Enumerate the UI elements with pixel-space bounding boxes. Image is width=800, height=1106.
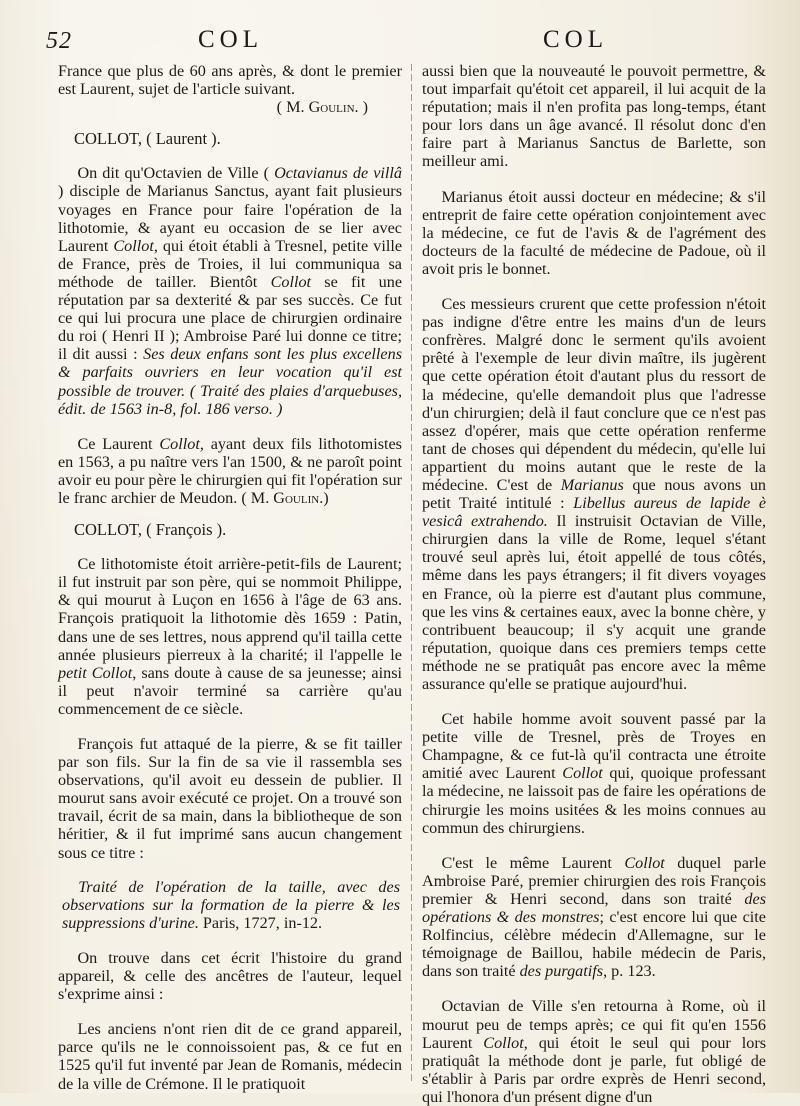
paragraph: Marianus étoit aussi docteur en médecine; & s'il entreprit de faire cette opération conjointement avec la médecine, ce fut de l'avis & de l'agrément des docteurs de la faculté de médecine de Padoue, où il avoit pris le bonnet. [422,187,766,278]
signature: ( M. Goulin. ) [276,98,368,117]
running-head-left: COL [198,26,263,53]
paragraph: Cet habile homme avoit souvent passé par la petite ville de Tresnel, près de Troyes en Champagne, & ce fut-là qu'il contracta une étroite amitié avec Laurent Collot qui, quoique professant la médecine, ne laissoit pas de faire les opérations de chirurgie les moins usitées & les moins connues au commun des chirurgiens. [422,710,766,837]
right-column [422,62,767,1106]
paragraph: Les anciens n'ont rien dit de ce grand appareil, parce qu'ils ne le connoissoient pas, & ce fut en 1525 qu'il fut inventé par Jean de Romanis, médecin de la ville de Crémone. Il le pratiquoit [58,1020,402,1093]
paragraph: François fut attaqué de la pierre, & se fit tailler par son fils. Sur la fin de sa vie il rassembla ses observations, qu'il avoit eu dessein de publier. Il mourut sans avoir exécuté ce projet. On a trouvé son travail, écrit de sa main, dans la bibliotheque de son héritier, & il fut imprimé sans aucun changement sous ce titre : [58,735,402,862]
paragraph: On dit qu'Octavien de Ville ( Octavianus de villâ ) disciple de Marianus Sanctus, ayant fait plusieurs voyages en France pour faire l'opération de la lithotomie, & ayant eu occasion de se lier avec Laurent Collot, qui étoit établi à Tresnel, petite ville de France, près de Troies, il lui communiqua sa méthode de tailler. Bientôt Collot se fit une réputation par sa dexterité & par ses succès. Ce fut ce qui lui procura une place de chirurgien ordinaire du roi ( Henri II ); Ambroise Paré lui donne ce titre; il dit aussi : Ses deux enfans sont les plus excellens & parfaits ouvriers en leur vocation qu'il est possible de trouver. ( Traité des plaies d'arquebuses, édit. de 1563 in-8, fol. 186 verso. ) [58,164,403,418]
entry-title-francois: COLLOT, ( François ). [74,520,227,540]
page-number: 52 [46,28,72,54]
paragraph: aussi bien que la nouveauté le pouvoit permettre, & tout imparfait qu'étoit cet appareil, il lui acquit de la réputation; mais il n'en profita pas long-temps, étant pour lors dans un âge avancé. Il résolut donc d'en faire part à Marianus Sanctus de Barlette, son meilleur ami. [422,62,766,171]
left-column [58,62,403,1093]
running-head-right: COL [543,26,608,53]
entry-title-laurent: COLLOT, ( Laurent ). [74,129,221,149]
book-title-quote: Traité de l'opération de la taille, avec des observations sur la formation de la pierre & les suppressions d'urine. Paris, 1727, in-12. [62,877,400,932]
paragraph: Ce Laurent Collot, ayant deux fils lithotomistes en 1563, a pu naître vers l'an 1500, & ne paroît point avoir eu pour père le chirurgien qui fit l'opération sur le franc archier de Meudon. ( M. Goulin.) [58,434,402,507]
paragraph: On trouve dans cet écrit l'histoire du grand appareil, & celle des ancêtres de l'auteur, lequel s'exprime ainsi : [58,948,402,1004]
column-divider [411,64,412,1084]
paragraph: France que plus de 60 ans après, & dont le premier est Laurent, sujet de l'article suivant. [58,62,402,99]
paragraph: C'est le même Laurent Collot duquel parle Ambroise Paré, premier chirurgien des rois François premier & Henri second, dans son traité des opérations & des monstres; c'est encore lui que cite Rolfincius, célèbre médecin d'Allemagne, sur le témoignage de Baillou, habile médecin de Paris, dans son traité des purgatifs, p. 123. [422,853,767,981]
paragraph: Ces messieurs crurent que cette profession n'étoit pas indigne d'être entre les mains d'un de leurs confrères. Malgré donc le serment qu'ils avoient prêté à l'exemple de leur divin maître, ils jugèrent que cette opération étoit d'autant plus du ressort de la médecine, qu'elle demandoit plus que l'adresse d'un chirurgien; delà il faut conclure que ce n'est pas assez d'opérer, mais que cette opération renferme tant de choses qui dépendent du médecin, qu'elle lui appartient du moins autant que le reste de la médecine. C'est de Marianus que nous avons un petit Traité intitulé : Libellus aureus de lapide è vesicâ extrahendo. Il instruisit Octavian de Ville, chirurgien dans la ville de Rome, lequel s'étant trouvé seul après lui, étoit appellé de tous côtés, même dans les pays étrangers; il fit divers voyages en France, où la pierre est d'autant plus commune, que les vins & certaines eaux, avec la bonne chère, y contribuent beaucoup; il s'y acquit une grande réputation, quoique dans ces premiers temps cette méthode ne se pratiquât pas encore avec la même assurance qu'elle se pratique aujourd'hui. [422,295,767,693]
paragraph: Ce lithotomiste étoit arrière-petit-fils de Laurent; il fut instruit par son père, qui se nommoit Philippe, & qui mourut à Luçon en 1656 à l'âge de 63 ans. François pratiquoit la lithotomie dès 1659 : Patin, dans une de ses lettres, nous apprend qu'il tailla cette année plusieurs pierreux à la charité; il l'appelle le petit Collot, sans doute à cause de sa jeunesse; ainsi il peut n'avoir terminé sa carrière qu'au commencement de ce siècle. [58,555,402,718]
paragraph: Octavian de Ville s'en retourna à Rome, où il mourut peu de temps après; ce qui fit qu'en 1556 Laurent Collot, qui étoit le seul qui pour lors pratiquât la méthode dont je parle, fut obligé de s'établir à Paris par ordre exprès de Henri second, qui l'honora d'un présent digne d'un [422,997,767,1106]
